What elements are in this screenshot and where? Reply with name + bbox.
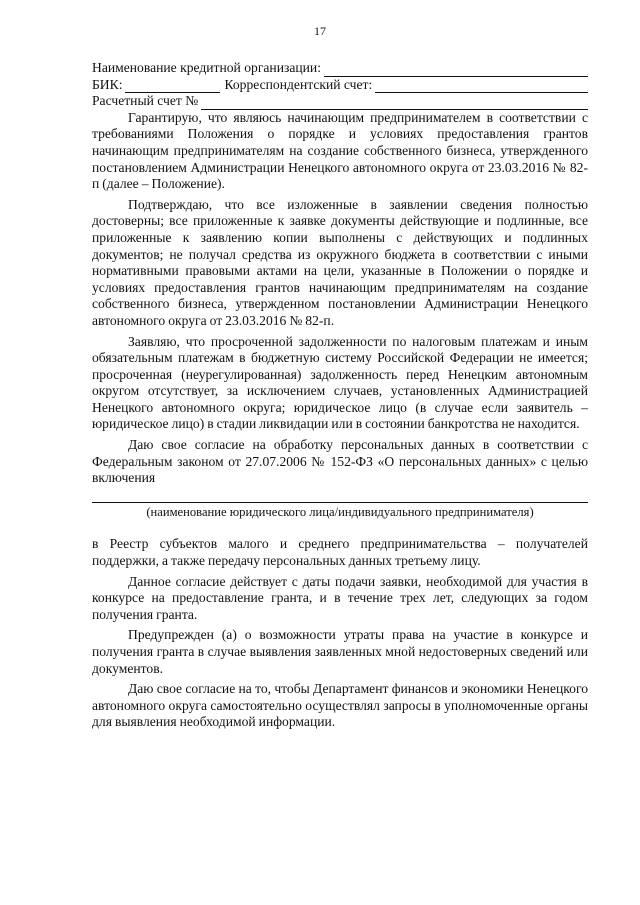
- bik-blank: [125, 80, 220, 93]
- applicant-name-caption: (наименование юридического лица/индивидуального предпринимателя): [146, 504, 534, 519]
- paragraph-personal-data-consent: Даю свое согласие на обработку персональных данных в соответствии с Федеральным законом от 27.07.2006 № 152-ФЗ «О персональных данных» с целью включения: [92, 437, 588, 486]
- page-number: 17: [314, 24, 326, 38]
- bank-name-blank: [324, 64, 588, 77]
- paragraph-warning: Предупрежден (а) о возможности утраты права на участие в конкурсе и получения гранта в случае выявления заявленных мной недостоверных сведений или документов.: [92, 627, 588, 676]
- bank-name-field: [92, 60, 588, 77]
- account-label: Расчетный счет №: [92, 93, 199, 109]
- paragraph-no-debts: Заявляю, что просроченной задолженности по налоговым платежам и иным обязательным платежам в бюджетную систему Российской Федерации не имеется; просроченная (неурегулированная) задолженность перед Ненецким автономным округом отсутствует, за исключением случаев, установленных Администрацией Ненецкого автономного округа; юридическое лицо (в случае если заявитель – юридическое лицо) в стадии ликвидации или в состоянии банкротства не находится.: [92, 333, 588, 432]
- paragraph-guarantee: Гарантирую, что являюсь начинающим предпринимателем в соответствии с требованиями Положения о порядке и условиях предоставления грантов начинающим предпринимателям на создание собственного бизнеса, утвержденного постановлением Администрации Ненецкого автономного округа от 23.03.2016 № 82-п (далее – Положение).: [92, 109, 588, 192]
- paragraph-registry: в Реестр субъектов малого и среднего предпринимательства – получателей поддержки, а также передачу персональных данных третьему лицу.: [92, 536, 588, 569]
- bik-label: БИК:: [92, 76, 123, 92]
- corr-account-blank: [375, 80, 588, 93]
- paragraph-consent-duration: Данное согласие действует с даты подачи заявки, необходимой для участия в конкурсе на предоставление гранта, и в течение трех лет, следующих за годом получения гранта.: [92, 573, 588, 622]
- applicant-name-line: [92, 501, 588, 503]
- account-field: [92, 93, 588, 110]
- after-block: [92, 536, 588, 731]
- document-body: [92, 60, 588, 731]
- account-blank: [201, 97, 588, 110]
- corr-account-label: Корреспондентский счет:: [224, 76, 373, 92]
- paragraph-confirmation: Подтверждаю, что все изложенные в заявлении сведения полностью достоверны; все приложенные к заявке документы действующие и подлинные, все приложенные к заявлению копии выполнены с действующих и подлинных документов; не получал средства из окружного бюджета в соответствии с иными нормативными правовыми актами на цели, указанные в Положении о порядке и условиях предоставления грантов начинающим предпринимателям на создание собственного бизнеса, утвержденном постановлении Администрации Ненецкого автономного округа от 23.03.2016 № 82-п.: [92, 196, 588, 328]
- bik-corr-field: [92, 77, 588, 94]
- paragraph-requests-consent: Даю свое согласие на то, чтобы Департамент финансов и экономики Ненецкого автономного округа самостоятельно осуществлял запросы в уполномоченные органы для выявления необходимой информации.: [92, 681, 588, 730]
- applicant-name-block: [92, 501, 588, 521]
- bank-name-label: Наименование кредитной организации:: [92, 60, 321, 75]
